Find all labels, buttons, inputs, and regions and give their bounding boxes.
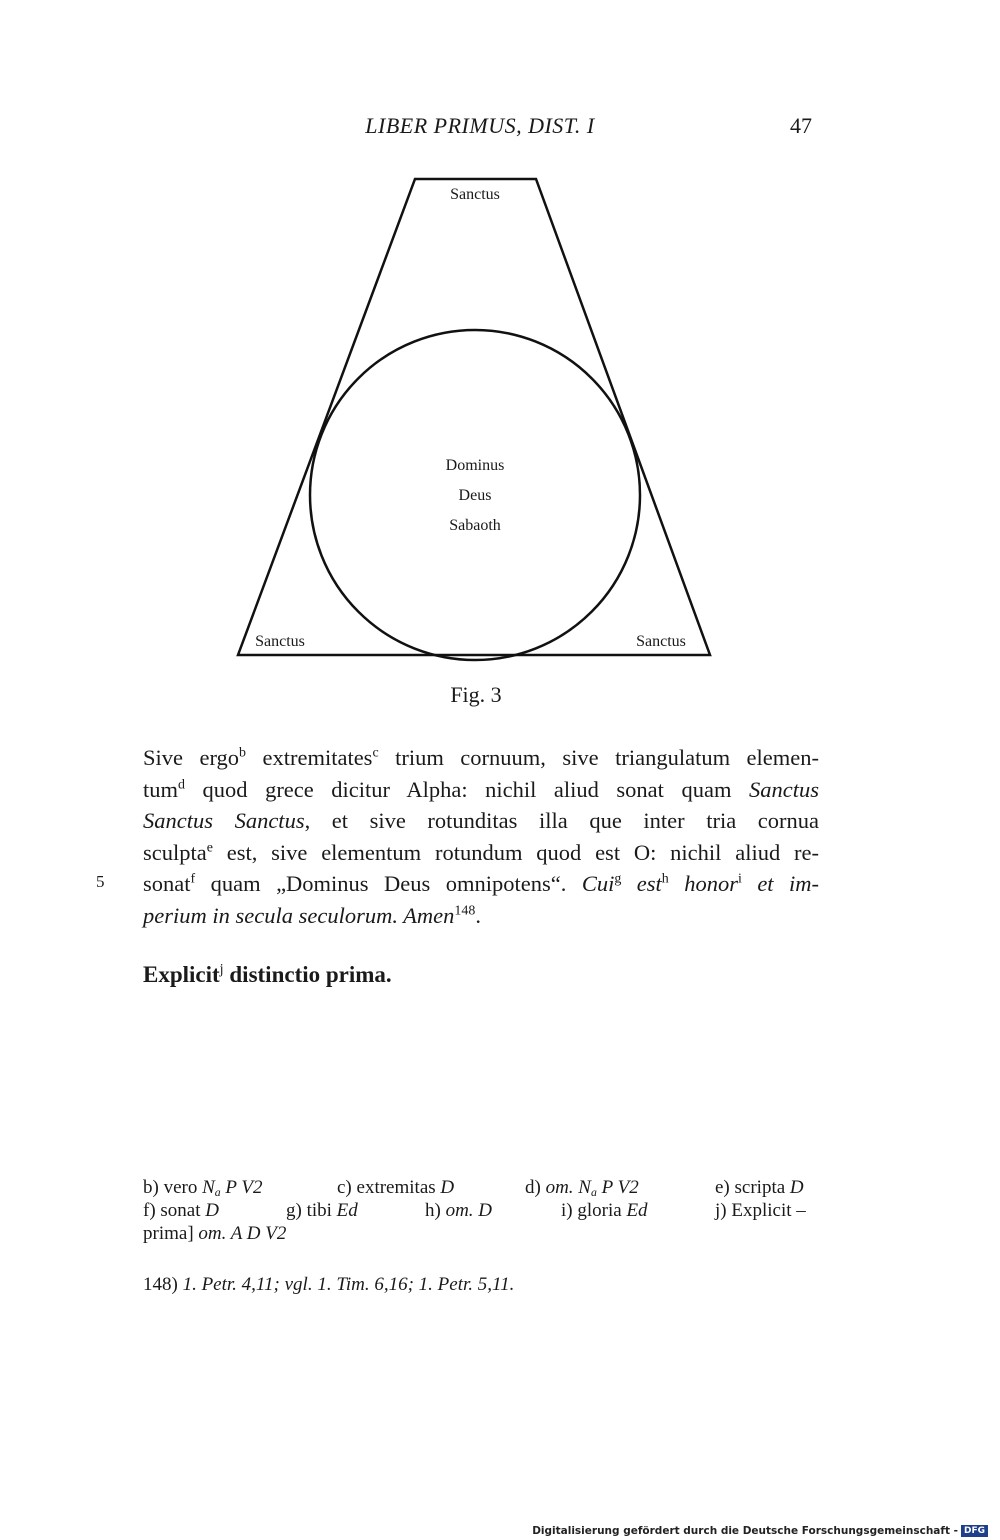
text-run: extremitates — [246, 745, 373, 770]
footnote-mark: e — [206, 840, 213, 856]
subscript-text: a — [214, 1185, 221, 1199]
apparatus-row — [143, 1222, 819, 1245]
text-run: prima] — [143, 1223, 199, 1244]
text-run: Ed — [626, 1200, 648, 1221]
text-line — [143, 837, 819, 869]
text-run: h) — [425, 1200, 446, 1221]
explicit-heading — [143, 962, 392, 988]
apparatus-entry — [337, 1176, 454, 1199]
running-title: LIBER PRIMUS, DIST. I — [365, 113, 595, 138]
center-line-2: Deus — [458, 487, 492, 504]
explicit-rest: distinctio prima. — [223, 962, 392, 987]
label-bottom-left: Sanctus — [255, 633, 305, 650]
text-run: perium in secula seculorum. Amen — [143, 902, 455, 928]
center-line-1: Dominus — [445, 457, 505, 474]
text-run: P V2 — [596, 1177, 639, 1198]
footnote-mark: g — [614, 872, 622, 888]
text-run: quam „Dominus Deus omnipotens“. — [195, 871, 582, 897]
footnote-number: 148) — [143, 1274, 178, 1295]
apparatus-row — [143, 1176, 819, 1199]
text-run: est — [636, 871, 662, 897]
text-run: D — [205, 1200, 219, 1221]
text-run: Sanctus Sanctus — [143, 808, 305, 834]
figure-3 — [220, 165, 740, 685]
label-top: Sanctus — [450, 186, 500, 203]
apparatus-entry — [143, 1176, 263, 1199]
text-run: Sive ergo — [143, 745, 240, 770]
trinity-diagram — [220, 165, 740, 685]
text-run: i) gloria — [561, 1200, 627, 1221]
text-run — [742, 871, 757, 896]
center-line-3: Sabaoth — [449, 517, 501, 534]
explicit-word: Explicit — [143, 962, 220, 987]
text-run: quod grece dicitur Alpha: nichil aliud sonat quam — [184, 776, 749, 802]
dfg-logo: DFG — [961, 1525, 988, 1537]
text-run — [621, 871, 636, 896]
text-run: b) vero — [143, 1177, 203, 1198]
line-number: 5 — [96, 872, 105, 891]
text-line — [143, 805, 819, 837]
text-line — [143, 868, 819, 900]
footnote-text: 1. Petr. 4,11; vgl. 1. Tim. 6,16; 1. Petr. 5,11. — [177, 1274, 515, 1295]
digitization-footer — [532, 1525, 988, 1537]
text-run: sonat — [143, 871, 191, 897]
apparatus-entry — [715, 1199, 806, 1222]
text-run: , et sive rotunditas illa que inter tria cornua — [304, 808, 819, 834]
text-run: Sanctus — [749, 776, 819, 802]
footer-text: Digitalisierung gefördert durch die Deutsche Forschungsgemeinschaft - — [532, 1525, 958, 1537]
apparatus-entry — [561, 1199, 648, 1222]
text-run: est, sive elementum rotundum quod est O: nichil aliud re- — [212, 839, 819, 865]
text-run: om. D — [445, 1200, 493, 1221]
text-run: c) extremitas — [337, 1177, 441, 1198]
apparatus-entry — [143, 1199, 219, 1222]
footnote-mark: c — [372, 745, 379, 761]
footnote-mark: i — [737, 872, 742, 888]
text-run: om. A D V2 — [198, 1223, 287, 1244]
text-run: sculpta — [143, 839, 207, 865]
footnote-mark: b — [239, 745, 247, 761]
text-run: f) sonat — [143, 1200, 206, 1221]
text-run: trium cornuum, sive triangulatum elemen- — [378, 745, 819, 770]
apparatus-entry — [143, 1222, 286, 1245]
trapezoid-shape — [238, 179, 710, 655]
text-run: tum — [143, 776, 179, 802]
text-run: P V2 — [220, 1177, 263, 1198]
text-run: N — [202, 1177, 215, 1198]
text-run: g) tibi — [286, 1200, 337, 1221]
page-number: 47 — [790, 113, 812, 138]
subscript-text: a — [590, 1185, 597, 1199]
text-run: . — [475, 902, 481, 928]
text-run: et im- — [757, 871, 820, 897]
text-run — [669, 871, 684, 896]
explicit-footnote-mark: j — [219, 961, 224, 978]
text-run: j) Explicit – — [715, 1200, 806, 1221]
text-line — [143, 900, 819, 932]
text-line — [143, 742, 819, 774]
text-line — [143, 774, 819, 806]
text-run: Cui — [581, 871, 615, 897]
text-run: om. N — [545, 1177, 591, 1198]
text-run: D — [789, 1177, 804, 1198]
text-run: d) — [525, 1177, 546, 1198]
main-text-paragraph — [143, 742, 819, 932]
apparatus-row — [143, 1199, 819, 1222]
text-run: D — [440, 1177, 455, 1198]
apparatus-entry — [715, 1176, 804, 1199]
apparatus-entry — [425, 1199, 492, 1222]
figure-caption: Fig. 3 — [450, 682, 502, 707]
source-footnote — [143, 1274, 514, 1296]
text-run: e) scripta — [715, 1177, 790, 1198]
footnote-mark: 148 — [454, 903, 476, 919]
text-run: Ed — [336, 1200, 358, 1221]
label-bottom-right: Sanctus — [636, 633, 686, 650]
apparatus-entry — [525, 1176, 639, 1199]
footnote-mark: h — [661, 872, 669, 888]
footnote-mark: d — [178, 777, 185, 793]
apparatus-entry — [286, 1199, 358, 1222]
critical-apparatus — [143, 1176, 819, 1245]
text-run: honor — [684, 871, 738, 897]
footnote-mark: f — [190, 872, 196, 888]
